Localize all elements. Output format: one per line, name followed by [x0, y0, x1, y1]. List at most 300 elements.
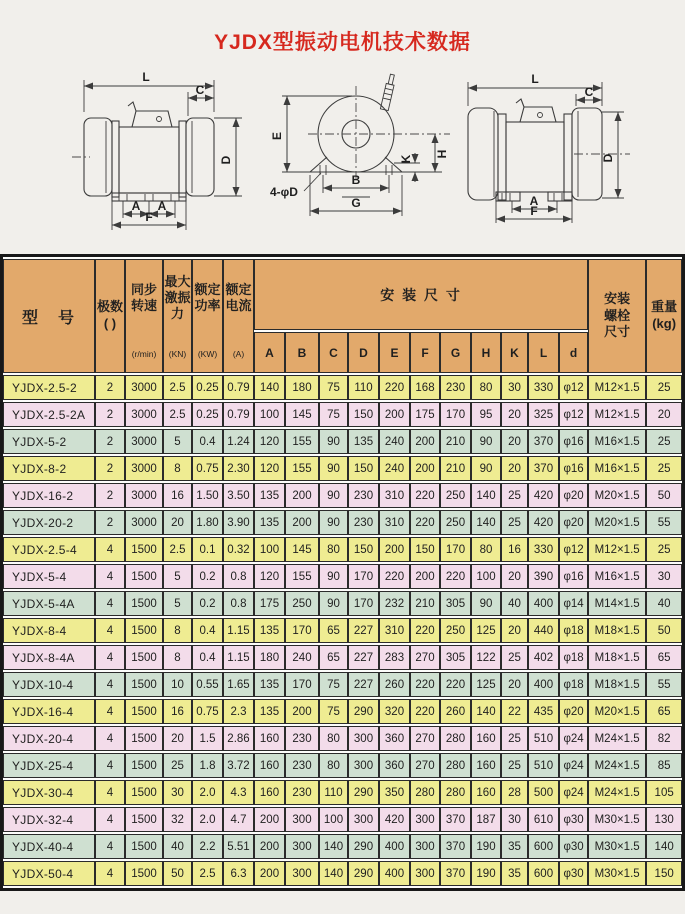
value-cell: 20 — [646, 402, 682, 427]
value-cell: 250 — [440, 510, 471, 535]
value-cell: 0.55 — [192, 672, 223, 697]
value-cell: 65 — [646, 645, 682, 670]
model-cell: YJDX-5-4A — [3, 591, 95, 616]
dim-label: A — [157, 199, 167, 213]
value-cell: 180 — [254, 645, 285, 670]
value-cell: 310 — [379, 510, 410, 535]
value-cell: 40 — [501, 591, 528, 616]
value-cell: 80 — [471, 375, 501, 400]
table-row — [3, 618, 682, 643]
value-cell: 1.8 — [192, 753, 223, 778]
value-cell: 125 — [471, 672, 501, 697]
value-cell: M30×1.5 — [588, 834, 646, 859]
value-cell: 1.50 — [192, 483, 223, 508]
table-row — [3, 564, 682, 589]
value-cell: M30×1.5 — [588, 861, 646, 886]
value-cell: 200 — [285, 483, 319, 508]
value-cell: 4 — [95, 834, 125, 859]
value-cell: 1500 — [125, 726, 163, 751]
value-cell: 290 — [348, 699, 379, 724]
model-cell: YJDX-5-2 — [3, 429, 95, 454]
value-cell: 20 — [163, 510, 192, 535]
dim-label: L — [531, 72, 539, 86]
value-cell: φ30 — [559, 807, 588, 832]
value-cell: 90 — [471, 429, 501, 454]
value-cell: 4.7 — [223, 807, 254, 832]
value-cell: 20 — [501, 672, 528, 697]
table-row — [3, 483, 682, 508]
model-cell: YJDX-10-4 — [3, 672, 95, 697]
value-cell: 1.65 — [223, 672, 254, 697]
dim-col-K: K — [501, 332, 528, 373]
value-cell: 4 — [95, 564, 125, 589]
value-cell: 0.4 — [192, 429, 223, 454]
value-cell: 40 — [163, 834, 192, 859]
value-cell: 30 — [646, 564, 682, 589]
value-cell: 5.51 — [223, 834, 254, 859]
dim-label: C — [584, 85, 594, 99]
value-cell: M18×1.5 — [588, 645, 646, 670]
value-cell: 4 — [95, 699, 125, 724]
value-cell: 125 — [471, 618, 501, 643]
value-cell: 2.30 — [223, 456, 254, 481]
value-cell: 20 — [501, 429, 528, 454]
value-cell: 3.90 — [223, 510, 254, 535]
value-cell: 25 — [646, 456, 682, 481]
value-cell: M18×1.5 — [588, 618, 646, 643]
col-header-current: 额定 电流 (A) — [223, 259, 254, 373]
dim-col-F: F — [410, 332, 440, 373]
dim-label: F — [145, 210, 153, 224]
value-cell: 1.24 — [223, 429, 254, 454]
dim-col-G: G — [440, 332, 471, 373]
value-cell: 135 — [348, 429, 379, 454]
value-cell: 220 — [410, 672, 440, 697]
value-cell: 310 — [379, 483, 410, 508]
value-cell: 3000 — [125, 483, 163, 508]
value-cell: M20×1.5 — [588, 510, 646, 535]
table-body — [3, 375, 682, 886]
value-cell: 3000 — [125, 402, 163, 427]
value-cell: 230 — [285, 726, 319, 751]
value-cell: 0.8 — [223, 591, 254, 616]
dim-label: E — [270, 131, 284, 141]
value-cell: 90 — [471, 591, 501, 616]
value-cell: 140 — [319, 834, 348, 859]
value-cell: 270 — [410, 753, 440, 778]
value-cell: 5 — [163, 564, 192, 589]
value-cell: 510 — [528, 753, 559, 778]
model-cell: YJDX-2.5-4 — [3, 537, 95, 562]
value-cell: 1500 — [125, 645, 163, 670]
value-cell: 32 — [163, 807, 192, 832]
value-cell: 1500 — [125, 618, 163, 643]
value-cell: 300 — [348, 726, 379, 751]
model-cell: YJDX-8-4 — [3, 618, 95, 643]
value-cell: 0.8 — [223, 564, 254, 589]
col-header-force: 最大 激振 力 (KN) — [163, 259, 192, 373]
value-cell: 175 — [410, 402, 440, 427]
value-cell: 80 — [471, 537, 501, 562]
value-cell: 16 — [501, 537, 528, 562]
value-cell: 1500 — [125, 564, 163, 589]
value-cell: 2 — [95, 375, 125, 400]
table-row — [3, 672, 682, 697]
value-cell: 90 — [471, 456, 501, 481]
value-cell: φ12 — [559, 375, 588, 400]
value-cell: 1500 — [125, 699, 163, 724]
table-row — [3, 726, 682, 751]
value-cell: 25 — [501, 510, 528, 535]
value-cell: 0.75 — [192, 699, 223, 724]
model-cell: YJDX-20-2 — [3, 510, 95, 535]
value-cell: 2 — [95, 483, 125, 508]
value-cell: 4 — [95, 591, 125, 616]
model-cell: YJDX-40-4 — [3, 834, 95, 859]
value-cell: 400 — [379, 834, 410, 859]
value-cell: 35 — [501, 834, 528, 859]
value-cell: M14×1.5 — [588, 591, 646, 616]
value-cell: 130 — [646, 807, 682, 832]
value-cell: 200 — [410, 429, 440, 454]
value-cell: 250 — [440, 483, 471, 508]
value-cell: 25 — [646, 537, 682, 562]
value-cell: 150 — [410, 537, 440, 562]
speed-unit: (r/min) — [131, 349, 157, 359]
dim-col-d: d — [559, 332, 588, 373]
value-cell: φ18 — [559, 618, 588, 643]
value-cell: 3000 — [125, 510, 163, 535]
value-cell: 80 — [319, 726, 348, 751]
value-cell: 168 — [410, 375, 440, 400]
dim-col-E: E — [379, 332, 410, 373]
value-cell: 170 — [440, 402, 471, 427]
value-cell: 280 — [440, 780, 471, 805]
value-cell: 85 — [646, 753, 682, 778]
dim-label: A — [131, 199, 141, 213]
value-cell: 1500 — [125, 753, 163, 778]
page-title: YJDX型振动电机技术数据 — [214, 31, 471, 54]
value-cell: 600 — [528, 834, 559, 859]
col-header-power: 额定 功率 (KW) — [192, 259, 223, 373]
value-cell: φ16 — [559, 564, 588, 589]
value-cell: 25 — [501, 483, 528, 508]
current-unit: (A) — [232, 349, 245, 359]
value-cell: 150 — [646, 861, 682, 886]
value-cell: 90 — [319, 483, 348, 508]
value-cell: 160 — [254, 726, 285, 751]
value-cell: 300 — [410, 807, 440, 832]
value-cell: 300 — [410, 861, 440, 886]
value-cell: φ12 — [559, 537, 588, 562]
value-cell: 140 — [254, 375, 285, 400]
dim-label: D — [601, 153, 615, 163]
value-cell: 2.86 — [223, 726, 254, 751]
value-cell: 220 — [410, 483, 440, 508]
value-cell: 140 — [471, 483, 501, 508]
value-cell: 2.3 — [223, 699, 254, 724]
value-cell: 200 — [254, 861, 285, 886]
value-cell: 420 — [528, 510, 559, 535]
value-cell: 0.79 — [223, 402, 254, 427]
value-cell: φ30 — [559, 861, 588, 886]
value-cell: 440 — [528, 618, 559, 643]
spec-table — [0, 254, 685, 891]
value-cell: M16×1.5 — [588, 564, 646, 589]
value-cell: 2.2 — [192, 834, 223, 859]
value-cell: 150 — [348, 537, 379, 562]
dim-col-A: A — [254, 332, 285, 373]
value-cell: M12×1.5 — [588, 537, 646, 562]
value-cell: 2 — [95, 429, 125, 454]
value-cell: 4 — [95, 726, 125, 751]
value-cell: 300 — [285, 807, 319, 832]
value-cell: 35 — [501, 861, 528, 886]
power-unit: (KW) — [197, 349, 218, 359]
value-cell: M12×1.5 — [588, 375, 646, 400]
value-cell: 290 — [348, 861, 379, 886]
value-cell: 300 — [348, 753, 379, 778]
value-cell: 227 — [348, 618, 379, 643]
value-cell: 4 — [95, 645, 125, 670]
value-cell: 230 — [440, 375, 471, 400]
value-cell: 400 — [528, 672, 559, 697]
value-cell: 20 — [501, 564, 528, 589]
table-row — [3, 645, 682, 670]
value-cell: 160 — [254, 753, 285, 778]
value-cell: 30 — [501, 375, 528, 400]
value-cell: 145 — [285, 537, 319, 562]
value-cell: 170 — [348, 564, 379, 589]
value-cell: 65 — [646, 699, 682, 724]
value-cell: 1500 — [125, 537, 163, 562]
value-cell: 350 — [379, 780, 410, 805]
value-cell: 135 — [254, 618, 285, 643]
value-cell: 220 — [440, 564, 471, 589]
value-cell: 370 — [528, 456, 559, 481]
value-cell: 145 — [285, 402, 319, 427]
diagram-side-view-left — [72, 60, 267, 252]
value-cell: 240 — [379, 429, 410, 454]
value-cell: 210 — [410, 591, 440, 616]
model-cell: YJDX-8-2 — [3, 456, 95, 481]
value-cell: 4 — [95, 618, 125, 643]
dim-label: D — [219, 155, 233, 165]
value-cell: 200 — [285, 699, 319, 724]
value-cell: 160 — [254, 780, 285, 805]
value-cell: 105 — [646, 780, 682, 805]
value-cell: 220 — [440, 672, 471, 697]
value-cell: 4 — [95, 537, 125, 562]
table-row — [3, 861, 682, 886]
table-row — [3, 699, 682, 724]
value-cell: 420 — [528, 483, 559, 508]
value-cell: 260 — [379, 672, 410, 697]
table-row — [3, 753, 682, 778]
value-cell: 120 — [254, 429, 285, 454]
value-cell: 122 — [471, 645, 501, 670]
model-cell: YJDX-50-4 — [3, 861, 95, 886]
col-header-model — [3, 259, 95, 373]
value-cell: 1.5 — [192, 726, 223, 751]
value-cell: 5 — [163, 591, 192, 616]
value-cell: 4 — [95, 780, 125, 805]
value-cell: 0.79 — [223, 375, 254, 400]
col-header-poles-line1: 极数 — [96, 299, 123, 315]
value-cell: 90 — [319, 456, 348, 481]
value-cell: 220 — [379, 375, 410, 400]
table-row — [3, 807, 682, 832]
col-header-poles — [95, 259, 125, 373]
value-cell: 140 — [646, 834, 682, 859]
value-cell: 0.32 — [223, 537, 254, 562]
value-cell: 290 — [348, 780, 379, 805]
value-cell: 300 — [348, 807, 379, 832]
value-cell: 200 — [254, 807, 285, 832]
model-cell: YJDX-20-4 — [3, 726, 95, 751]
value-cell: φ20 — [559, 510, 588, 535]
table-row — [3, 429, 682, 454]
value-cell: 160 — [471, 753, 501, 778]
model-cell: YJDX-30-4 — [3, 780, 95, 805]
value-cell: 140 — [319, 861, 348, 886]
value-cell: 30 — [163, 780, 192, 805]
value-cell: 190 — [471, 861, 501, 886]
value-cell: 400 — [528, 591, 559, 616]
value-cell: 65 — [319, 618, 348, 643]
value-cell: 55 — [646, 672, 682, 697]
value-cell: 170 — [348, 591, 379, 616]
value-cell: 2 — [95, 402, 125, 427]
value-cell: 230 — [348, 483, 379, 508]
value-cell: 260 — [440, 699, 471, 724]
value-cell: 155 — [285, 429, 319, 454]
value-cell: 1500 — [125, 672, 163, 697]
value-cell: 50 — [163, 861, 192, 886]
value-cell: 20 — [501, 618, 528, 643]
value-cell: 100 — [471, 564, 501, 589]
model-cell: YJDX-16-4 — [3, 699, 95, 724]
value-cell: 25 — [163, 753, 192, 778]
value-cell: 370 — [528, 429, 559, 454]
value-cell: 20 — [501, 402, 528, 427]
value-cell: 120 — [254, 564, 285, 589]
value-cell: 75 — [319, 699, 348, 724]
table-header — [3, 259, 682, 373]
value-cell: 280 — [410, 780, 440, 805]
value-cell: φ20 — [559, 483, 588, 508]
model-cell: YJDX-32-4 — [3, 807, 95, 832]
value-cell: 390 — [528, 564, 559, 589]
value-cell: φ18 — [559, 672, 588, 697]
value-cell: 283 — [379, 645, 410, 670]
value-cell: 1500 — [125, 591, 163, 616]
table-row — [3, 375, 682, 400]
value-cell: 240 — [285, 645, 319, 670]
value-cell: 0.4 — [192, 618, 223, 643]
value-cell: 10 — [163, 672, 192, 697]
value-cell: 402 — [528, 645, 559, 670]
dim-label: K — [399, 154, 413, 164]
value-cell: 330 — [528, 375, 559, 400]
hole-callout: 4-φD — [270, 185, 298, 199]
value-cell: 1500 — [125, 780, 163, 805]
value-cell: 600 — [528, 861, 559, 886]
value-cell: 6.3 — [223, 861, 254, 886]
model-cell: YJDX-25-4 — [3, 753, 95, 778]
value-cell: 50 — [646, 483, 682, 508]
value-cell: 435 — [528, 699, 559, 724]
value-cell: 0.4 — [192, 645, 223, 670]
value-cell: 232 — [379, 591, 410, 616]
diagrams-row — [0, 60, 685, 252]
value-cell: 4 — [95, 753, 125, 778]
value-cell: 50 — [646, 618, 682, 643]
value-cell: 160 — [471, 780, 501, 805]
value-cell: M18×1.5 — [588, 672, 646, 697]
value-cell: 370 — [440, 807, 471, 832]
col-header-model-label: 型 号 — [21, 309, 76, 327]
value-cell: 170 — [285, 672, 319, 697]
col-header-poles-line2: ( ) — [103, 316, 117, 331]
value-cell: 90 — [319, 429, 348, 454]
value-cell: 1500 — [125, 861, 163, 886]
value-cell: 100 — [254, 537, 285, 562]
value-cell: 3000 — [125, 429, 163, 454]
value-cell: 110 — [348, 375, 379, 400]
value-cell: 210 — [440, 456, 471, 481]
value-cell: 230 — [285, 780, 319, 805]
dim-label: F — [530, 204, 538, 218]
value-cell: 16 — [163, 699, 192, 724]
value-cell: 400 — [379, 861, 410, 886]
table-row — [3, 591, 682, 616]
dim-label: G — [351, 196, 361, 210]
value-cell: 510 — [528, 726, 559, 751]
value-cell: 240 — [379, 456, 410, 481]
dim-col-H: H — [471, 332, 501, 373]
value-cell: 135 — [254, 699, 285, 724]
value-cell: 90 — [319, 564, 348, 589]
dim-label: B — [351, 173, 361, 187]
value-cell: 0.75 — [192, 456, 223, 481]
value-cell: 210 — [440, 429, 471, 454]
value-cell: 290 — [348, 834, 379, 859]
value-cell: 2 — [95, 456, 125, 481]
value-cell: 95 — [471, 402, 501, 427]
value-cell: 3.72 — [223, 753, 254, 778]
value-cell: 200 — [254, 834, 285, 859]
value-cell: 360 — [379, 753, 410, 778]
value-cell: 227 — [348, 645, 379, 670]
value-cell: 170 — [440, 537, 471, 562]
value-cell: 250 — [440, 618, 471, 643]
value-cell: 305 — [440, 591, 471, 616]
dim-label: L — [142, 70, 150, 84]
value-cell: 180 — [285, 375, 319, 400]
value-cell: M24×1.5 — [588, 726, 646, 751]
col-header-speed: 同步 转速 (r/min) — [125, 259, 163, 373]
value-cell: 300 — [285, 861, 319, 886]
value-cell: 4 — [95, 861, 125, 886]
force-unit: (KN) — [168, 349, 187, 359]
value-cell: 220 — [379, 564, 410, 589]
value-cell: 230 — [348, 510, 379, 535]
value-cell: 120 — [254, 456, 285, 481]
value-cell: 30 — [501, 807, 528, 832]
table-row — [3, 456, 682, 481]
value-cell: 90 — [319, 510, 348, 535]
